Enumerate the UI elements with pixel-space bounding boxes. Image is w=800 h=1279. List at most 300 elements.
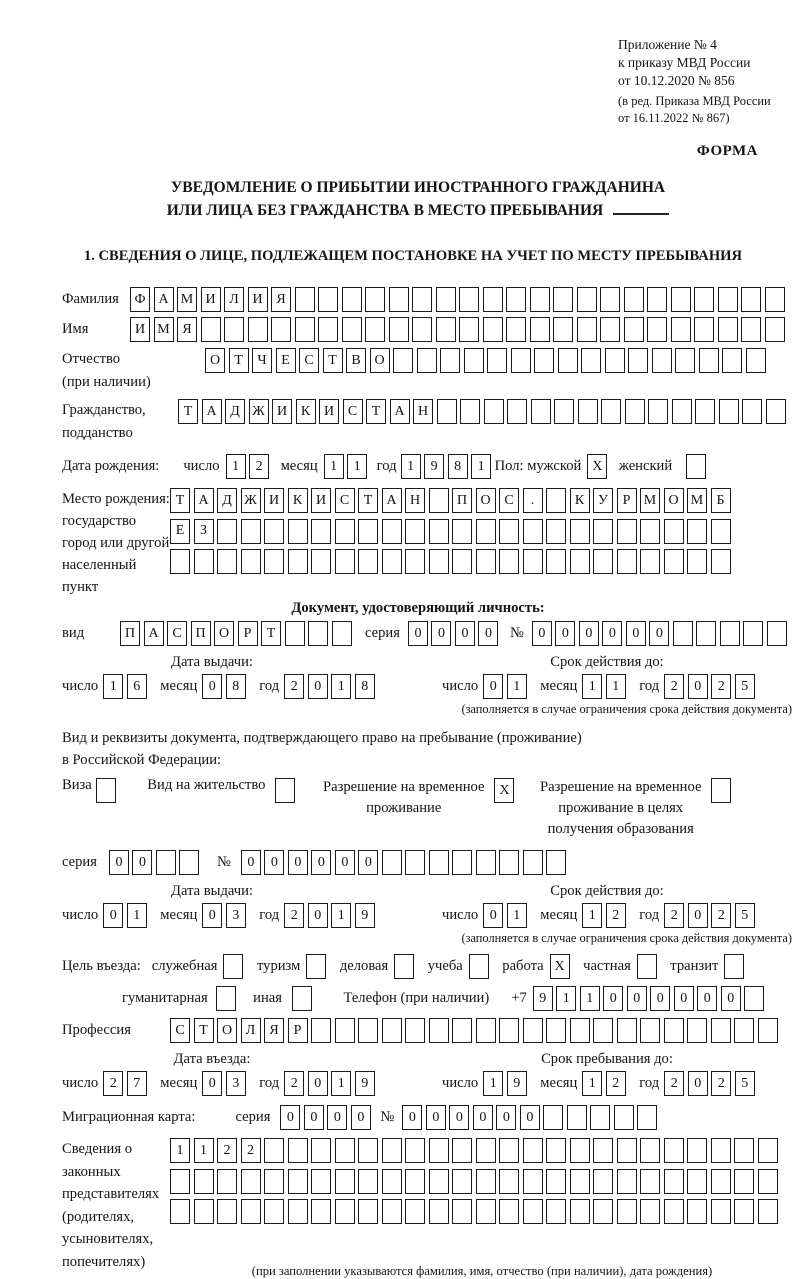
form-cell[interactable] bbox=[523, 549, 543, 574]
form-cell[interactable] bbox=[567, 1105, 587, 1130]
form-cell[interactable] bbox=[295, 287, 315, 312]
form-cell[interactable]: 1 bbox=[170, 1138, 190, 1163]
form-cell[interactable]: 3 bbox=[226, 1071, 246, 1096]
form-cell[interactable] bbox=[523, 1169, 543, 1194]
form-cell[interactable]: К bbox=[288, 488, 308, 513]
migration-series-cells[interactable] bbox=[280, 1105, 374, 1130]
form-cell[interactable] bbox=[476, 850, 496, 875]
form-cell[interactable] bbox=[452, 1199, 472, 1224]
form-cell[interactable] bbox=[530, 317, 550, 342]
form-cell[interactable] bbox=[699, 348, 719, 373]
form-cell[interactable]: А bbox=[194, 488, 214, 513]
phone-cells[interactable] bbox=[533, 986, 768, 1011]
form-cell[interactable]: 0 bbox=[649, 621, 669, 646]
form-cell[interactable]: Л bbox=[224, 287, 244, 312]
profession-cells[interactable] bbox=[170, 1018, 781, 1043]
form-cell[interactable] bbox=[593, 1169, 613, 1194]
form-cell[interactable] bbox=[358, 549, 378, 574]
form-cell[interactable] bbox=[217, 1199, 237, 1224]
form-cell[interactable]: А bbox=[202, 399, 222, 424]
form-cell[interactable] bbox=[459, 287, 479, 312]
issued-month-cells[interactable] bbox=[202, 674, 249, 699]
form-cell[interactable] bbox=[499, 1199, 519, 1224]
rvp-education-checkbox[interactable] bbox=[711, 778, 735, 803]
form-cell[interactable] bbox=[452, 549, 472, 574]
form-cell[interactable]: О bbox=[217, 1018, 237, 1043]
form-cell[interactable]: Ж bbox=[241, 488, 261, 513]
form-cell[interactable] bbox=[530, 287, 550, 312]
form-cell[interactable]: 2 bbox=[249, 454, 269, 479]
form-cell[interactable] bbox=[687, 1138, 707, 1163]
representatives-cells-row1[interactable] bbox=[170, 1138, 781, 1163]
form-cell[interactable]: В bbox=[346, 348, 366, 373]
form-cell[interactable]: А bbox=[154, 287, 174, 312]
form-cell[interactable] bbox=[464, 348, 484, 373]
form-cell[interactable] bbox=[264, 1199, 284, 1224]
form-cell[interactable] bbox=[365, 317, 385, 342]
form-cell[interactable] bbox=[647, 287, 667, 312]
form-cell[interactable]: И bbox=[319, 399, 339, 424]
birthplace-cells-row3[interactable] bbox=[170, 549, 734, 574]
form-cell[interactable] bbox=[523, 1199, 543, 1224]
form-cell[interactable] bbox=[766, 399, 786, 424]
form-cell[interactable]: 0 bbox=[688, 903, 708, 928]
form-cell[interactable]: 2 bbox=[606, 903, 626, 928]
form-cell[interactable]: 0 bbox=[697, 986, 717, 1011]
form-cell[interactable]: 9 bbox=[424, 454, 444, 479]
form-cell[interactable]: Р bbox=[238, 621, 258, 646]
form-cell[interactable] bbox=[241, 1169, 261, 1194]
form-cell[interactable] bbox=[292, 986, 312, 1011]
form-cell[interactable] bbox=[664, 1199, 684, 1224]
form-cell[interactable] bbox=[264, 1169, 284, 1194]
form-cell[interactable] bbox=[672, 399, 692, 424]
form-cell[interactable]: 1 bbox=[324, 454, 344, 479]
form-cell[interactable]: 9 bbox=[355, 903, 375, 928]
form-cell[interactable] bbox=[241, 549, 261, 574]
form-cell[interactable] bbox=[625, 399, 645, 424]
form-cell[interactable]: 1 bbox=[127, 903, 147, 928]
form-cell[interactable]: Т bbox=[366, 399, 386, 424]
form-cell[interactable] bbox=[201, 317, 221, 342]
form-cell[interactable] bbox=[590, 1105, 610, 1130]
form-cell[interactable]: А bbox=[382, 488, 402, 513]
issued-year-cells[interactable] bbox=[284, 674, 378, 699]
form-cell[interactable]: 1 bbox=[483, 1071, 503, 1096]
form-cell[interactable] bbox=[358, 1199, 378, 1224]
form-cell[interactable]: Л bbox=[241, 1018, 261, 1043]
form-cell[interactable] bbox=[452, 850, 472, 875]
form-cell[interactable] bbox=[640, 1199, 660, 1224]
form-cell[interactable] bbox=[170, 1199, 190, 1224]
purpose-work-checkbox[interactable] bbox=[550, 954, 574, 979]
stay-number-cells[interactable] bbox=[241, 850, 570, 875]
form-cell[interactable] bbox=[499, 850, 519, 875]
form-cell[interactable]: 0 bbox=[288, 850, 308, 875]
birth-day-cells[interactable] bbox=[226, 454, 273, 479]
form-cell[interactable] bbox=[405, 549, 425, 574]
form-cell[interactable] bbox=[241, 1199, 261, 1224]
form-cell[interactable]: 0 bbox=[351, 1105, 371, 1130]
form-cell[interactable]: 0 bbox=[109, 850, 129, 875]
form-cell[interactable]: У bbox=[593, 488, 613, 513]
form-cell[interactable] bbox=[648, 399, 668, 424]
form-cell[interactable]: К bbox=[296, 399, 316, 424]
purpose-humanitarian-checkbox[interactable] bbox=[216, 986, 240, 1011]
form-cell[interactable]: 2 bbox=[711, 674, 731, 699]
form-cell[interactable] bbox=[546, 549, 566, 574]
form-cell[interactable]: 0 bbox=[264, 850, 284, 875]
form-cell[interactable] bbox=[765, 317, 785, 342]
form-cell[interactable] bbox=[382, 1199, 402, 1224]
form-cell[interactable] bbox=[711, 1199, 731, 1224]
form-cell[interactable]: 2 bbox=[664, 1071, 684, 1096]
form-cell[interactable] bbox=[675, 348, 695, 373]
form-cell[interactable]: Т bbox=[229, 348, 249, 373]
form-cell[interactable]: 1 bbox=[507, 903, 527, 928]
form-cell[interactable]: 2 bbox=[284, 1071, 304, 1096]
form-cell[interactable]: 2 bbox=[711, 1071, 731, 1096]
form-cell[interactable]: 7 bbox=[127, 1071, 147, 1096]
form-cell[interactable] bbox=[758, 1169, 778, 1194]
citizenship-cells[interactable] bbox=[178, 399, 789, 424]
form-cell[interactable] bbox=[452, 1138, 472, 1163]
form-cell[interactable] bbox=[600, 317, 620, 342]
form-cell[interactable] bbox=[734, 1018, 754, 1043]
form-cell[interactable]: 0 bbox=[455, 621, 475, 646]
form-cell[interactable]: А bbox=[144, 621, 164, 646]
form-cell[interactable] bbox=[429, 519, 449, 544]
birth-year-cells[interactable] bbox=[401, 454, 495, 479]
form-cell[interactable]: 1 bbox=[556, 986, 576, 1011]
form-cell[interactable] bbox=[96, 778, 116, 803]
form-cell[interactable] bbox=[318, 317, 338, 342]
form-cell[interactable] bbox=[335, 549, 355, 574]
stay-issued-year-cells[interactable] bbox=[284, 903, 378, 928]
form-cell[interactable] bbox=[694, 317, 714, 342]
residence-permit-checkbox[interactable] bbox=[275, 778, 299, 803]
form-cell[interactable] bbox=[417, 348, 437, 373]
form-cell[interactable] bbox=[758, 1018, 778, 1043]
form-cell[interactable]: 1 bbox=[507, 674, 527, 699]
patronymic-cells[interactable] bbox=[205, 348, 769, 373]
form-cell[interactable] bbox=[476, 1138, 496, 1163]
form-cell[interactable] bbox=[671, 317, 691, 342]
purpose-business-checkbox[interactable] bbox=[223, 954, 247, 979]
form-cell[interactable] bbox=[405, 1169, 425, 1194]
form-cell[interactable] bbox=[437, 399, 457, 424]
form-cell[interactable] bbox=[546, 1138, 566, 1163]
form-cell[interactable] bbox=[405, 1018, 425, 1043]
form-cell[interactable] bbox=[724, 954, 744, 979]
form-cell[interactable]: 0 bbox=[431, 621, 451, 646]
form-cell[interactable]: З bbox=[194, 519, 214, 544]
form-cell[interactable] bbox=[476, 519, 496, 544]
form-cell[interactable] bbox=[578, 399, 598, 424]
form-cell[interactable]: 3 bbox=[226, 903, 246, 928]
form-cell[interactable] bbox=[617, 519, 637, 544]
form-cell[interactable] bbox=[476, 1018, 496, 1043]
sex-male-checkbox[interactable] bbox=[587, 454, 611, 479]
form-cell[interactable] bbox=[452, 519, 472, 544]
form-cell[interactable] bbox=[194, 1199, 214, 1224]
form-cell[interactable] bbox=[664, 519, 684, 544]
form-cell[interactable] bbox=[217, 1169, 237, 1194]
form-cell[interactable]: М bbox=[687, 488, 707, 513]
form-cell[interactable] bbox=[617, 1169, 637, 1194]
form-cell[interactable] bbox=[285, 621, 305, 646]
form-cell[interactable] bbox=[570, 549, 590, 574]
surname-cells[interactable] bbox=[130, 287, 788, 312]
form-cell[interactable]: А bbox=[390, 399, 410, 424]
form-cell[interactable] bbox=[436, 317, 456, 342]
form-cell[interactable]: 0 bbox=[304, 1105, 324, 1130]
form-cell[interactable]: 0 bbox=[103, 903, 123, 928]
form-cell[interactable]: 1 bbox=[226, 454, 246, 479]
form-cell[interactable] bbox=[758, 1138, 778, 1163]
form-cell[interactable]: 0 bbox=[496, 1105, 516, 1130]
form-cell[interactable] bbox=[429, 1169, 449, 1194]
form-cell[interactable]: 1 bbox=[331, 903, 351, 928]
form-cell[interactable] bbox=[499, 1018, 519, 1043]
form-cell[interactable] bbox=[311, 1199, 331, 1224]
form-cell[interactable] bbox=[695, 399, 715, 424]
form-cell[interactable]: П bbox=[452, 488, 472, 513]
form-cell[interactable] bbox=[581, 348, 601, 373]
form-cell[interactable]: 5 bbox=[735, 1071, 755, 1096]
form-cell[interactable]: Т bbox=[178, 399, 198, 424]
stay-until-day-cells[interactable] bbox=[483, 1071, 530, 1096]
form-cell[interactable]: Я bbox=[177, 317, 197, 342]
form-cell[interactable] bbox=[570, 1138, 590, 1163]
birthplace-cells-row1[interactable] bbox=[170, 488, 734, 513]
form-cell[interactable]: 0 bbox=[358, 850, 378, 875]
form-cell[interactable] bbox=[671, 287, 691, 312]
form-cell[interactable] bbox=[476, 1169, 496, 1194]
form-cell[interactable] bbox=[546, 850, 566, 875]
form-cell[interactable]: Р bbox=[288, 1018, 308, 1043]
form-cell[interactable] bbox=[248, 317, 268, 342]
form-cell[interactable]: 9 bbox=[533, 986, 553, 1011]
form-cell[interactable]: 0 bbox=[602, 621, 622, 646]
form-cell[interactable]: М bbox=[640, 488, 660, 513]
form-cell[interactable] bbox=[546, 1199, 566, 1224]
form-cell[interactable] bbox=[194, 549, 214, 574]
form-cell[interactable]: 1 bbox=[401, 454, 421, 479]
form-cell[interactable] bbox=[746, 348, 766, 373]
form-cell[interactable]: О bbox=[214, 621, 234, 646]
form-cell[interactable]: Ж bbox=[249, 399, 269, 424]
form-cell[interactable] bbox=[264, 519, 284, 544]
sex-female-checkbox[interactable] bbox=[686, 454, 710, 479]
form-cell[interactable] bbox=[640, 519, 660, 544]
birthplace-cells-row2[interactable] bbox=[170, 519, 734, 544]
form-cell[interactable] bbox=[511, 348, 531, 373]
form-cell[interactable] bbox=[614, 1105, 634, 1130]
form-cell[interactable] bbox=[624, 287, 644, 312]
form-cell[interactable] bbox=[452, 1169, 472, 1194]
form-cell[interactable] bbox=[687, 519, 707, 544]
form-cell[interactable]: 2 bbox=[217, 1138, 237, 1163]
form-cell[interactable] bbox=[264, 549, 284, 574]
form-cell[interactable] bbox=[275, 778, 295, 803]
purpose-private-checkbox[interactable] bbox=[637, 954, 661, 979]
form-cell[interactable] bbox=[546, 519, 566, 544]
form-cell[interactable] bbox=[570, 1169, 590, 1194]
form-cell[interactable] bbox=[476, 549, 496, 574]
stay-valid-year-cells[interactable] bbox=[664, 903, 758, 928]
form-cell[interactable] bbox=[711, 1138, 731, 1163]
form-cell[interactable]: 2 bbox=[284, 674, 304, 699]
form-cell[interactable]: С bbox=[335, 488, 355, 513]
form-cell[interactable] bbox=[405, 850, 425, 875]
form-cell[interactable]: О bbox=[664, 488, 684, 513]
form-cell[interactable]: И bbox=[264, 488, 284, 513]
form-cell[interactable]: С bbox=[170, 1018, 190, 1043]
form-cell[interactable] bbox=[577, 287, 597, 312]
form-cell[interactable]: Б bbox=[711, 488, 731, 513]
entry-year-cells[interactable] bbox=[284, 1071, 378, 1096]
form-cell[interactable] bbox=[711, 519, 731, 544]
form-cell[interactable]: 0 bbox=[579, 621, 599, 646]
form-cell[interactable] bbox=[429, 549, 449, 574]
form-cell[interactable] bbox=[664, 1018, 684, 1043]
form-cell[interactable] bbox=[523, 850, 543, 875]
form-cell[interactable] bbox=[720, 621, 740, 646]
form-cell[interactable] bbox=[696, 621, 716, 646]
form-cell[interactable]: 1 bbox=[606, 674, 626, 699]
form-cell[interactable]: 0 bbox=[408, 621, 428, 646]
form-cell[interactable] bbox=[389, 287, 409, 312]
form-cell[interactable]: 0 bbox=[202, 674, 222, 699]
form-cell[interactable]: О bbox=[205, 348, 225, 373]
form-cell[interactable]: П bbox=[191, 621, 211, 646]
form-cell[interactable]: К bbox=[570, 488, 590, 513]
form-cell[interactable]: Т bbox=[358, 488, 378, 513]
form-cell[interactable]: Д bbox=[225, 399, 245, 424]
form-cell[interactable] bbox=[593, 1018, 613, 1043]
form-cell[interactable] bbox=[342, 317, 362, 342]
form-cell[interactable] bbox=[734, 1138, 754, 1163]
form-cell[interactable] bbox=[617, 549, 637, 574]
entry-day-cells[interactable] bbox=[103, 1071, 150, 1096]
form-cell[interactable] bbox=[429, 488, 449, 513]
form-cell[interactable] bbox=[223, 954, 243, 979]
form-cell[interactable] bbox=[673, 621, 693, 646]
form-cell[interactable] bbox=[170, 549, 190, 574]
form-cell[interactable]: 8 bbox=[448, 454, 468, 479]
form-cell[interactable] bbox=[593, 549, 613, 574]
form-cell[interactable]: 5 bbox=[735, 903, 755, 928]
form-cell[interactable] bbox=[554, 399, 574, 424]
form-cell[interactable]: 0 bbox=[688, 1071, 708, 1096]
form-cell[interactable] bbox=[507, 399, 527, 424]
form-cell[interactable]: Н bbox=[413, 399, 433, 424]
form-cell[interactable]: Ч bbox=[252, 348, 272, 373]
form-cell[interactable] bbox=[687, 1199, 707, 1224]
purpose-study-checkbox[interactable] bbox=[469, 954, 493, 979]
form-cell[interactable] bbox=[718, 287, 738, 312]
form-cell[interactable] bbox=[743, 621, 763, 646]
form-cell[interactable]: 0 bbox=[603, 986, 623, 1011]
form-cell[interactable] bbox=[694, 287, 714, 312]
form-cell[interactable] bbox=[264, 1138, 284, 1163]
form-cell[interactable] bbox=[382, 1138, 402, 1163]
form-cell[interactable] bbox=[288, 549, 308, 574]
form-cell[interactable]: 5 bbox=[735, 674, 755, 699]
form-cell[interactable] bbox=[523, 1018, 543, 1043]
form-cell[interactable] bbox=[358, 1169, 378, 1194]
entry-month-cells[interactable] bbox=[202, 1071, 249, 1096]
form-cell[interactable]: О bbox=[476, 488, 496, 513]
representatives-cells-row3[interactable] bbox=[170, 1199, 781, 1224]
form-cell[interactable] bbox=[523, 519, 543, 544]
form-cell[interactable]: 1 bbox=[331, 674, 351, 699]
form-cell[interactable] bbox=[605, 348, 625, 373]
form-cell[interactable]: 2 bbox=[103, 1071, 123, 1096]
form-cell[interactable]: 0 bbox=[532, 621, 552, 646]
form-cell[interactable] bbox=[767, 621, 787, 646]
valid-year-cells[interactable] bbox=[664, 674, 758, 699]
form-cell[interactable]: 1 bbox=[103, 674, 123, 699]
form-cell[interactable] bbox=[241, 519, 261, 544]
form-cell[interactable]: 0 bbox=[721, 986, 741, 1011]
form-cell[interactable]: 0 bbox=[555, 621, 575, 646]
form-cell[interactable] bbox=[382, 1169, 402, 1194]
form-cell[interactable] bbox=[487, 348, 507, 373]
purpose-transit-checkbox[interactable] bbox=[724, 954, 748, 979]
issued-day-cells[interactable] bbox=[103, 674, 150, 699]
form-cell[interactable] bbox=[295, 317, 315, 342]
form-cell[interactable]: М bbox=[154, 317, 174, 342]
form-cell[interactable] bbox=[358, 519, 378, 544]
form-cell[interactable] bbox=[546, 1169, 566, 1194]
form-cell[interactable]: 0 bbox=[311, 850, 331, 875]
stay-valid-day-cells[interactable] bbox=[483, 903, 530, 928]
form-cell[interactable] bbox=[553, 287, 573, 312]
form-cell[interactable] bbox=[483, 317, 503, 342]
form-cell[interactable] bbox=[711, 778, 731, 803]
stay-valid-month-cells[interactable] bbox=[582, 903, 629, 928]
form-cell[interactable] bbox=[459, 317, 479, 342]
form-cell[interactable] bbox=[687, 549, 707, 574]
form-cell[interactable]: X bbox=[550, 954, 570, 979]
form-cell[interactable]: 2 bbox=[606, 1071, 626, 1096]
form-cell[interactable]: 0 bbox=[202, 1071, 222, 1096]
form-cell[interactable] bbox=[335, 519, 355, 544]
form-cell[interactable]: Ф bbox=[130, 287, 150, 312]
form-cell[interactable] bbox=[640, 1169, 660, 1194]
form-cell[interactable] bbox=[664, 1138, 684, 1163]
form-cell[interactable]: 0 bbox=[473, 1105, 493, 1130]
form-cell[interactable] bbox=[365, 287, 385, 312]
form-cell[interactable] bbox=[429, 1138, 449, 1163]
form-cell[interactable] bbox=[452, 1018, 472, 1043]
form-cell[interactable] bbox=[722, 348, 742, 373]
form-cell[interactable]: 0 bbox=[483, 903, 503, 928]
form-cell[interactable] bbox=[601, 399, 621, 424]
form-cell[interactable] bbox=[593, 519, 613, 544]
form-cell[interactable]: И bbox=[248, 287, 268, 312]
form-cell[interactable] bbox=[558, 348, 578, 373]
form-cell[interactable]: 1 bbox=[471, 454, 491, 479]
form-cell[interactable]: 1 bbox=[194, 1138, 214, 1163]
form-cell[interactable] bbox=[534, 348, 554, 373]
form-cell[interactable]: Я bbox=[264, 1018, 284, 1043]
form-cell[interactable] bbox=[476, 1199, 496, 1224]
valid-month-cells[interactable] bbox=[582, 674, 629, 699]
form-cell[interactable]: 0 bbox=[627, 986, 647, 1011]
